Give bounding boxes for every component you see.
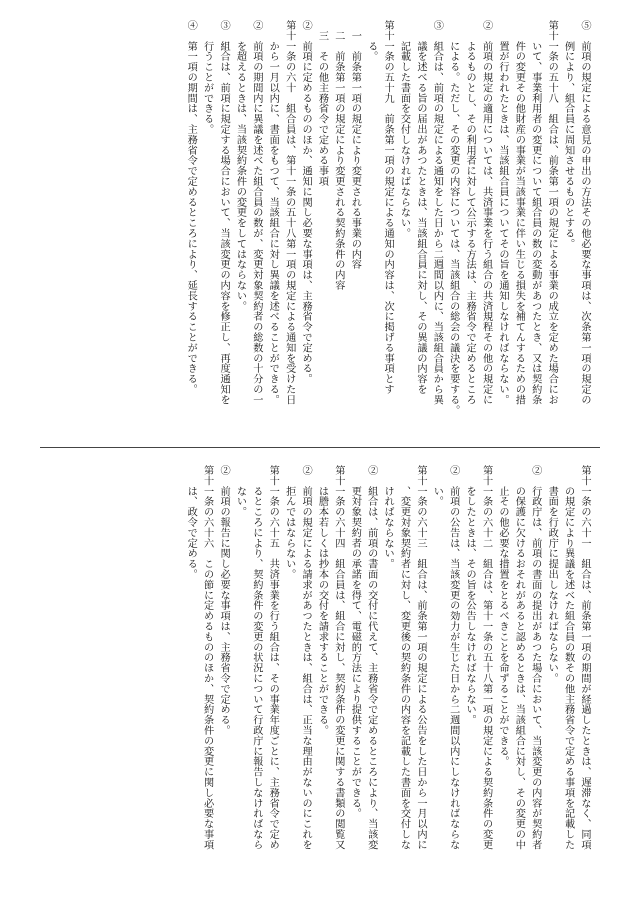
text-column: 第十一条の六十四 組合員は、組合に対し、契約条件の変更に関する書類の閲覧又 bbox=[332, 465, 344, 850]
text-column: ② 前項に定めるもののほか、通知に関し必要な事項は、主務省令で定める。 bbox=[300, 20, 312, 384]
text-column: ④ 第一項の期間は、主務省令で定めるところにより、延長することができる。 bbox=[185, 20, 197, 395]
text-column: ければならない。 bbox=[382, 465, 394, 569]
text-column: をしたときは、その旨を公告しなければならない。 bbox=[464, 465, 476, 725]
text-column: 更対象契約者の承諾を得て、電磁的方法により提供することができる。 bbox=[349, 465, 361, 819]
text-column: ② 組合は、前項の書面の交付に代えて、主務省令で定めるところにより、当該変 bbox=[365, 465, 377, 850]
text-column: 第十一条の六十五 共済事業を行う組合は、その事業年度ごとに、主務省令で定め bbox=[267, 465, 279, 850]
text-column: い。 bbox=[431, 465, 443, 507]
text-column: 第十一条の五十八 組合は、前条第一項の規定による事業の成立を定めた場合にお bbox=[546, 20, 558, 405]
text-column: は謄本若しくは抄本の交付を請求することができる。 bbox=[316, 465, 328, 736]
text-column: 例により、組合員に周知させるものとする。 bbox=[562, 20, 574, 249]
text-column: 置が行われたときは、当該組合員についてその旨を通知しなければならない。 bbox=[496, 20, 508, 405]
section-divider bbox=[40, 447, 600, 448]
text-column: る。 bbox=[365, 20, 377, 62]
text-column: 止その他必要な措置をとるべきことを命ずることができる。 bbox=[496, 465, 508, 767]
text-column: ⑤ 前項の規定による意見の申出の方法その他必要な事項は、次条第一項の規定の bbox=[579, 20, 590, 405]
text-column: よるものとし、その利用者に対して公示する方法は、主務省令で定めるところ bbox=[464, 20, 476, 405]
text-column: 第十一条の六十 組合員は、第十一条の五十八第一項の規定による通知を受けた日 bbox=[283, 20, 295, 405]
text-column: 三 その他主務省令で定める事項 bbox=[316, 20, 328, 187]
text-column: ② 前項の規定の適用については、共済事業を行う組合の共済規程その他の規定に bbox=[480, 20, 492, 405]
text-column: ② 行政庁は、前項の書面の提出があつた場合において、当該変更の内容が契約者 bbox=[529, 465, 541, 850]
text-column: るところにより、契約条件の変更の状況について行政庁に報告しなければなら bbox=[250, 465, 262, 850]
text-column: ② 前項の公告は、当該変更の効力が生じた日から二週間以内にしなければならな bbox=[447, 465, 459, 850]
upper-text-block bbox=[52, 20, 592, 435]
text-column: 第十一条の五十九 前条第一項の規定による通知の内容は、次に掲げる事項とす bbox=[382, 20, 394, 395]
text-column: を超えるときは、当該契約条件の変更をしてはならない。 bbox=[234, 20, 246, 312]
text-column: ③ 組合は、前項の規定による通知をした日から二週間以内に、当該組合員から異 bbox=[431, 20, 443, 405]
text-column: 第十一条の六十三 組合は、前条第一項の規定による公告をした日から一月以内に bbox=[414, 465, 426, 850]
text-column: 書面を行政庁に提出しなければならない。 bbox=[546, 465, 558, 684]
text-column: いて、事業利用者の変更について組合員の数の変動があつたとき、又は契約条 bbox=[529, 20, 541, 405]
text-column: 記載した書面を交付しなければならない。 bbox=[398, 20, 410, 239]
text-column: 議を述べる旨の届出があつたときは、当該組合員に対し、その異議の内容を bbox=[414, 20, 426, 395]
text-column: 拒んではならない。 bbox=[283, 465, 295, 580]
text-column: 第十一条の六十二 組合は、第十一条の五十八第一項の規定による契約条件の変更 bbox=[480, 465, 492, 850]
text-column: は、政令で定める。 bbox=[185, 465, 197, 580]
text-column: 、変更対象契約者に対し、変更後の契約条件の内容を記載した書面を交付しな bbox=[398, 465, 410, 850]
text-column: ③ 組合は、前項に規定する場合において、当該変更の内容を修正し、再度通知を bbox=[218, 20, 230, 405]
text-column: から一月以内に、書面をもつて、当該組合に対し異議を述べることができる。 bbox=[267, 20, 279, 405]
text-column: 第十一条の六十一 組合は、前条第一項の期間が経過したときは、遅滞なく、同項 bbox=[579, 465, 590, 850]
text-column: の規定により異議を述べた組合員の数その他主務省令で定める事項を記載した bbox=[562, 465, 574, 850]
text-column: 件の変更その他財産の事業が当該事業に伴い生じる損失を補てんするための措 bbox=[513, 20, 525, 405]
text-column: ② 前項の報告に関し必要な事項は、主務省令で定める。 bbox=[218, 465, 230, 736]
lower-text-block bbox=[52, 465, 592, 877]
text-column: 二 前条第一項の規定により変更される契約条件の内容 bbox=[332, 20, 344, 291]
text-column: ない。 bbox=[234, 465, 246, 517]
text-column: ② 前項の規定による請求があつたときは、組合は、正当な理由がないのにこれを bbox=[300, 465, 312, 850]
text-column: の保護に欠けるおそれがあると認めるときは、当該組合に対し、その変更の中 bbox=[513, 465, 525, 850]
text-column: による。ただし、その変更の内容については、当該組合の総会の議決を要する。 bbox=[447, 20, 459, 416]
text-column: 行うことができる。 bbox=[201, 20, 213, 135]
text-column: 一 前条第一項の規定により変更される事業の内容 bbox=[349, 20, 361, 270]
text-column: 第十一条の六十六 この節に定めるもののほか、契約条件の変更に関し必要な事項 bbox=[201, 465, 213, 850]
text-column: ② 前項の期間内に異議を述べた組合員の数が、変更対象契約者の総数の十分の一 bbox=[250, 20, 262, 405]
